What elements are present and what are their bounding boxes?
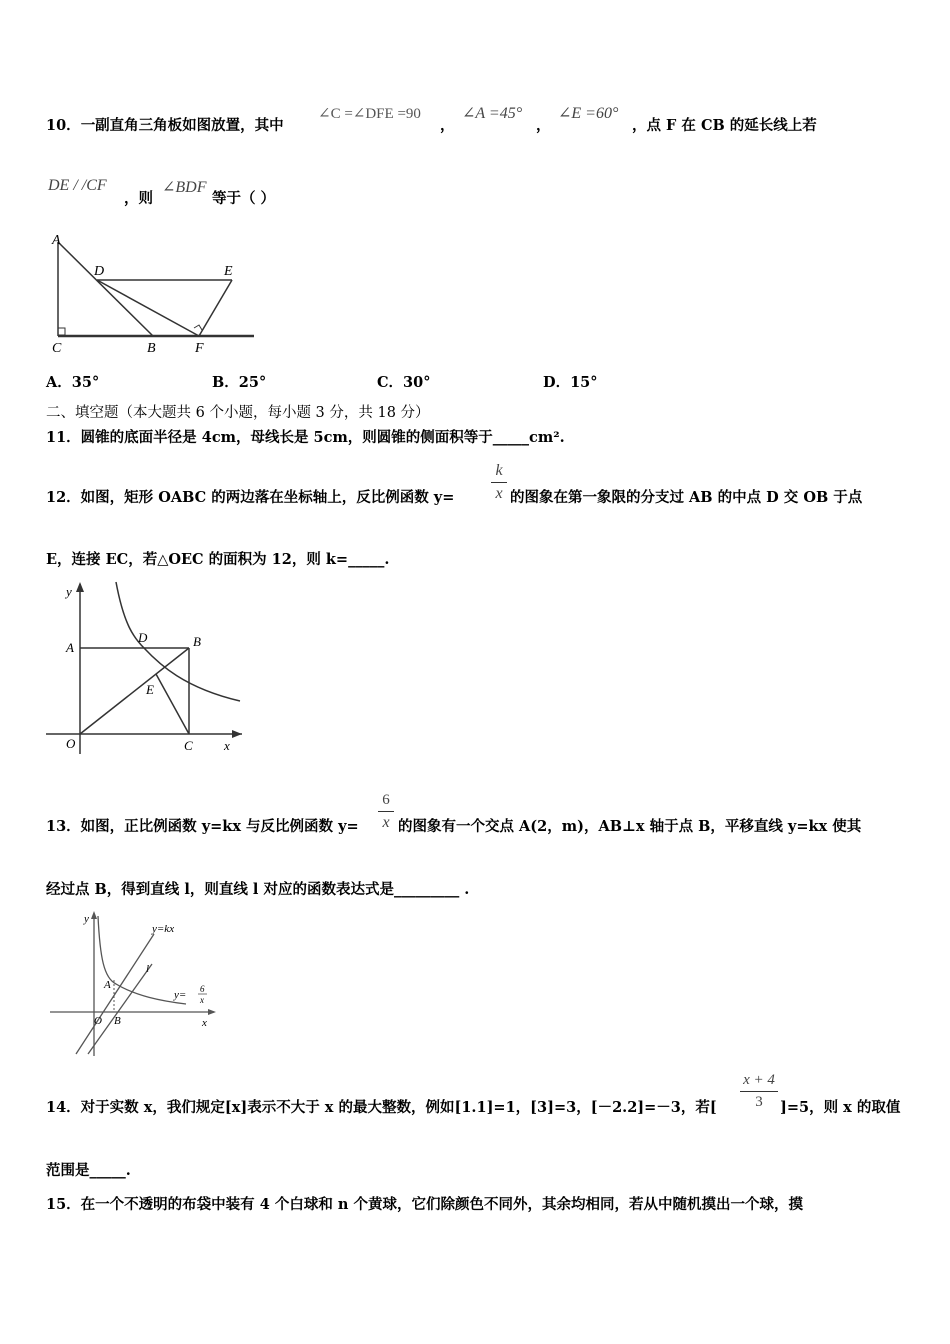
label-A: A [104, 979, 111, 991]
q10-expr1: ∠C =∠DFE =90 [318, 106, 421, 122]
q10-expr2: ∠A =45° [462, 105, 523, 122]
q13-line2: 经过点 B，得到直线 l，则直线 l 对应的函数表达式是_________ . [46, 881, 470, 898]
q10-text-a: 一副直角三角板如图放置，其中 [80, 117, 284, 134]
q10-expr4: DE / /CF [48, 177, 107, 194]
q12-fraction [491, 462, 507, 503]
label-l: l [146, 963, 150, 975]
q12-frac-num: k [495, 462, 503, 479]
q10-sep2: ， [536, 117, 551, 134]
line-l [88, 964, 152, 1054]
q13-frac-num: 6 [382, 792, 390, 808]
line-EF [199, 280, 232, 336]
label-C: C [52, 341, 62, 356]
label-xx: x [200, 995, 204, 1005]
q14-text-b: ]=5，则 x 的取值 [780, 1099, 901, 1116]
q14-frac-den: 3 [755, 1094, 763, 1110]
line-ykx [76, 934, 154, 1054]
q10-number: 10． [46, 117, 81, 134]
q12-text-b: 的图象在第一象限的分支过 AB 的中点 D 交 OB 于点 [510, 489, 863, 506]
q14-line2: 范围是_____. [46, 1162, 131, 1179]
label-D: D [94, 264, 105, 279]
right-angle-F [194, 325, 202, 330]
label-F: F [195, 341, 204, 356]
label-six: 6 [200, 984, 205, 994]
q13-fraction [378, 792, 394, 832]
option-b: B．25° [212, 374, 267, 391]
q10-expr5: ∠BDF [162, 179, 207, 196]
label-yfrac: y= [174, 989, 187, 1001]
q10-figure [42, 230, 262, 358]
q12-figure [44, 580, 244, 755]
label-D: D [138, 630, 148, 645]
label-y: y [66, 584, 72, 599]
q13-text-b: 的图象有一个交点 A(2，m)，AB⊥x 轴于点 B，平移直线 y=kx 使其 [398, 818, 862, 835]
right-angle-C [58, 328, 65, 335]
section-heading: 二、填空题（本大题共 6 个小题，每小题 3 分，共 18 分） [46, 405, 430, 421]
label-C: C [184, 738, 193, 753]
line-AB [58, 242, 153, 336]
label-B: B [193, 634, 201, 649]
label-ykx: y=kx [152, 923, 175, 935]
q10-sep1: ， [440, 117, 455, 134]
option-c: C．30° [377, 374, 431, 391]
label-O: O [66, 736, 76, 751]
label-E: E [224, 264, 233, 279]
q14-frac-num: x + 4 [743, 1072, 775, 1088]
q10-text-b: ，点 F 在 CB 的延长线上若 [632, 117, 817, 134]
label-x: x [202, 1017, 207, 1029]
label-A: A [52, 233, 61, 248]
label-y: y [84, 913, 89, 925]
q14-fraction [740, 1072, 778, 1111]
q10-text-d: 等于（ ） [212, 190, 276, 207]
option-d: D．15° [543, 374, 598, 391]
option-a: A．35° [46, 374, 100, 391]
q12-line2: E，连接 EC，若△OEC 的面积为 12，则 k=_____. [46, 551, 390, 568]
q13-frac-den: x [382, 814, 390, 831]
q15-text: 15．在一个不透明的布袋中装有 4 个白球和 n 个黄球，它们除颜色不同外，其余均相同，若从中随机摸出一个球，摸 [46, 1196, 803, 1213]
label-B: B [114, 1015, 121, 1027]
label-O: O [94, 1015, 102, 1027]
line-DF [97, 280, 199, 336]
label-B: B [147, 341, 156, 356]
label-x: x [224, 738, 230, 753]
q12-frac-den: x [495, 485, 503, 502]
q13-text-a: 13．如图，正比例函数 y=kx 与反比例函数 y= [46, 818, 359, 835]
q11-text: 11．圆锥的底面半径是 4cm，母线长是 5cm，则圆锥的侧面积等于_____cm². [46, 429, 565, 446]
q14-text-a: 14．对于实数 x，我们规定[x]表示不大于 x 的最大整数，例如[1.1]=1，[3]=3，[－2.2]=－3，若[ [46, 1099, 717, 1116]
q13-figure [46, 908, 222, 1058]
q10-line1 [46, 116, 284, 136]
q10-text-c: ，则 [124, 190, 153, 207]
label-E: E [146, 682, 154, 697]
q12-text-a: 12．如图，矩形 OABC 的两边落在坐标轴上，反比例函数 y= [46, 489, 455, 506]
label-A: A [66, 640, 74, 655]
q10-expr3: ∠E =60° [558, 105, 619, 122]
